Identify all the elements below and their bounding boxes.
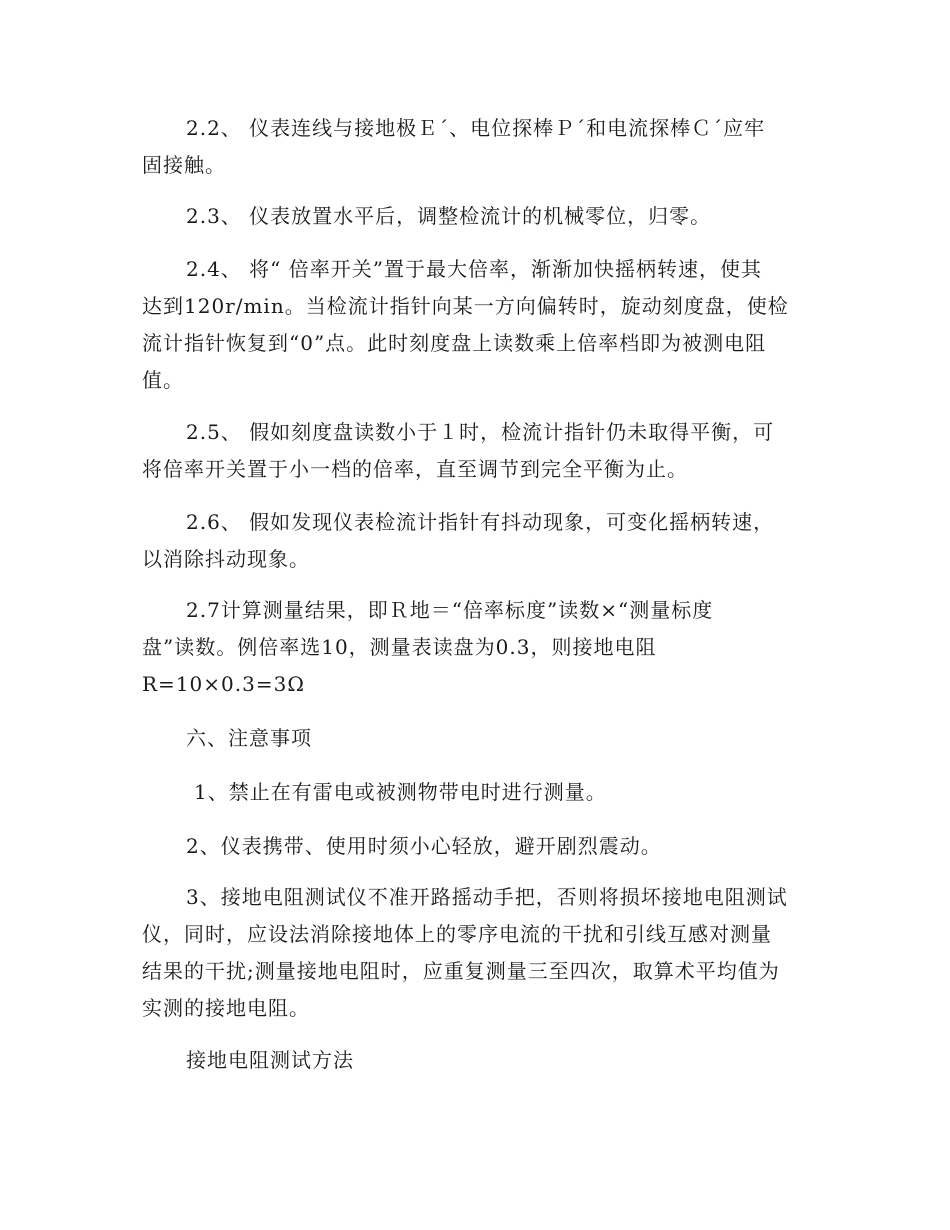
section-heading-notes [142, 720, 804, 757]
section-title: 六、注意事项 [186, 726, 312, 750]
text-line: 仪，同时，应设法消除接地体上的零序电流的干扰和引线互感对测量 [142, 922, 772, 946]
formula-line: R=10×0.3=3Ω [142, 672, 305, 696]
text-line: 2.3、 仪表放置水平后，调整检流计的机械零位，归零。 [186, 204, 712, 228]
heading-test-method [142, 1042, 804, 1079]
text-line: 实测的接地电阻。 [142, 996, 310, 1020]
text-line: 3、接地电阻测试仪不准开路摇动手把，否则将损坏接地电阻测试 [186, 885, 788, 909]
text-line: 固接触。 [142, 153, 226, 177]
text-line: 2.4、 将“ 倍率开关”置于最大倍率，渐渐加快摇柄转速，使其 [186, 257, 762, 281]
text-line: 将倍率开关置于小一档的倍率，直至调节到完全平衡为止。 [142, 457, 688, 481]
text-line: 2、仪表携带、使用时须小心轻放，避开剧烈震动。 [186, 834, 662, 858]
paragraph-2-2 [142, 110, 804, 184]
text-line: 2.2、 仪表连线与接地极Ｅ´、电位探棒Ｐ´和电流探棒Ｃ´应牢 [186, 116, 766, 140]
text-line: 以消除抖动现象。 [142, 547, 310, 571]
text-line: 达到120r/min。当检流计指针向某一方向偏转时，旋动刻度盘，使检 [142, 294, 789, 318]
text-line: 值。 [142, 368, 184, 392]
text-line: 2.7计算测量结果，即Ｒ地＝“倍率标度”读数×“测量标度 [186, 598, 714, 622]
note-item-2 [142, 828, 804, 865]
text-line: 流计指针恢复到“0”点。此时刻度盘上读数乘上倍率档即为被测电阻 [142, 331, 767, 355]
paragraph-2-6 [142, 504, 804, 578]
section-title: 接地电阻测试方法 [186, 1048, 354, 1072]
text-line: 2.5、 假如刻度盘读数小于１时，检流计指针仍未取得平衡，可 [186, 420, 775, 444]
paragraph-2-4 [142, 251, 804, 399]
paragraph-2-7 [142, 592, 804, 703]
note-item-1 [142, 774, 804, 811]
text-line: 盘”读数。例倍率选10，测量表读盘为0.3，则接地电阻 [142, 635, 657, 659]
text-line: 2.6、 假如发现仪表检流计指针有抖动现象，可变化摇柄转速， [186, 510, 775, 534]
note-item-3 [142, 879, 804, 1027]
text-line: 1、禁止在有雷电或被测物带电时进行测量。 [194, 780, 607, 804]
text-line: 结果的干扰;测量接地电阻时，应重复测量三至四次，取算术平均值为 [142, 959, 780, 983]
paragraph-2-3 [142, 198, 804, 235]
paragraph-2-5 [142, 414, 804, 488]
